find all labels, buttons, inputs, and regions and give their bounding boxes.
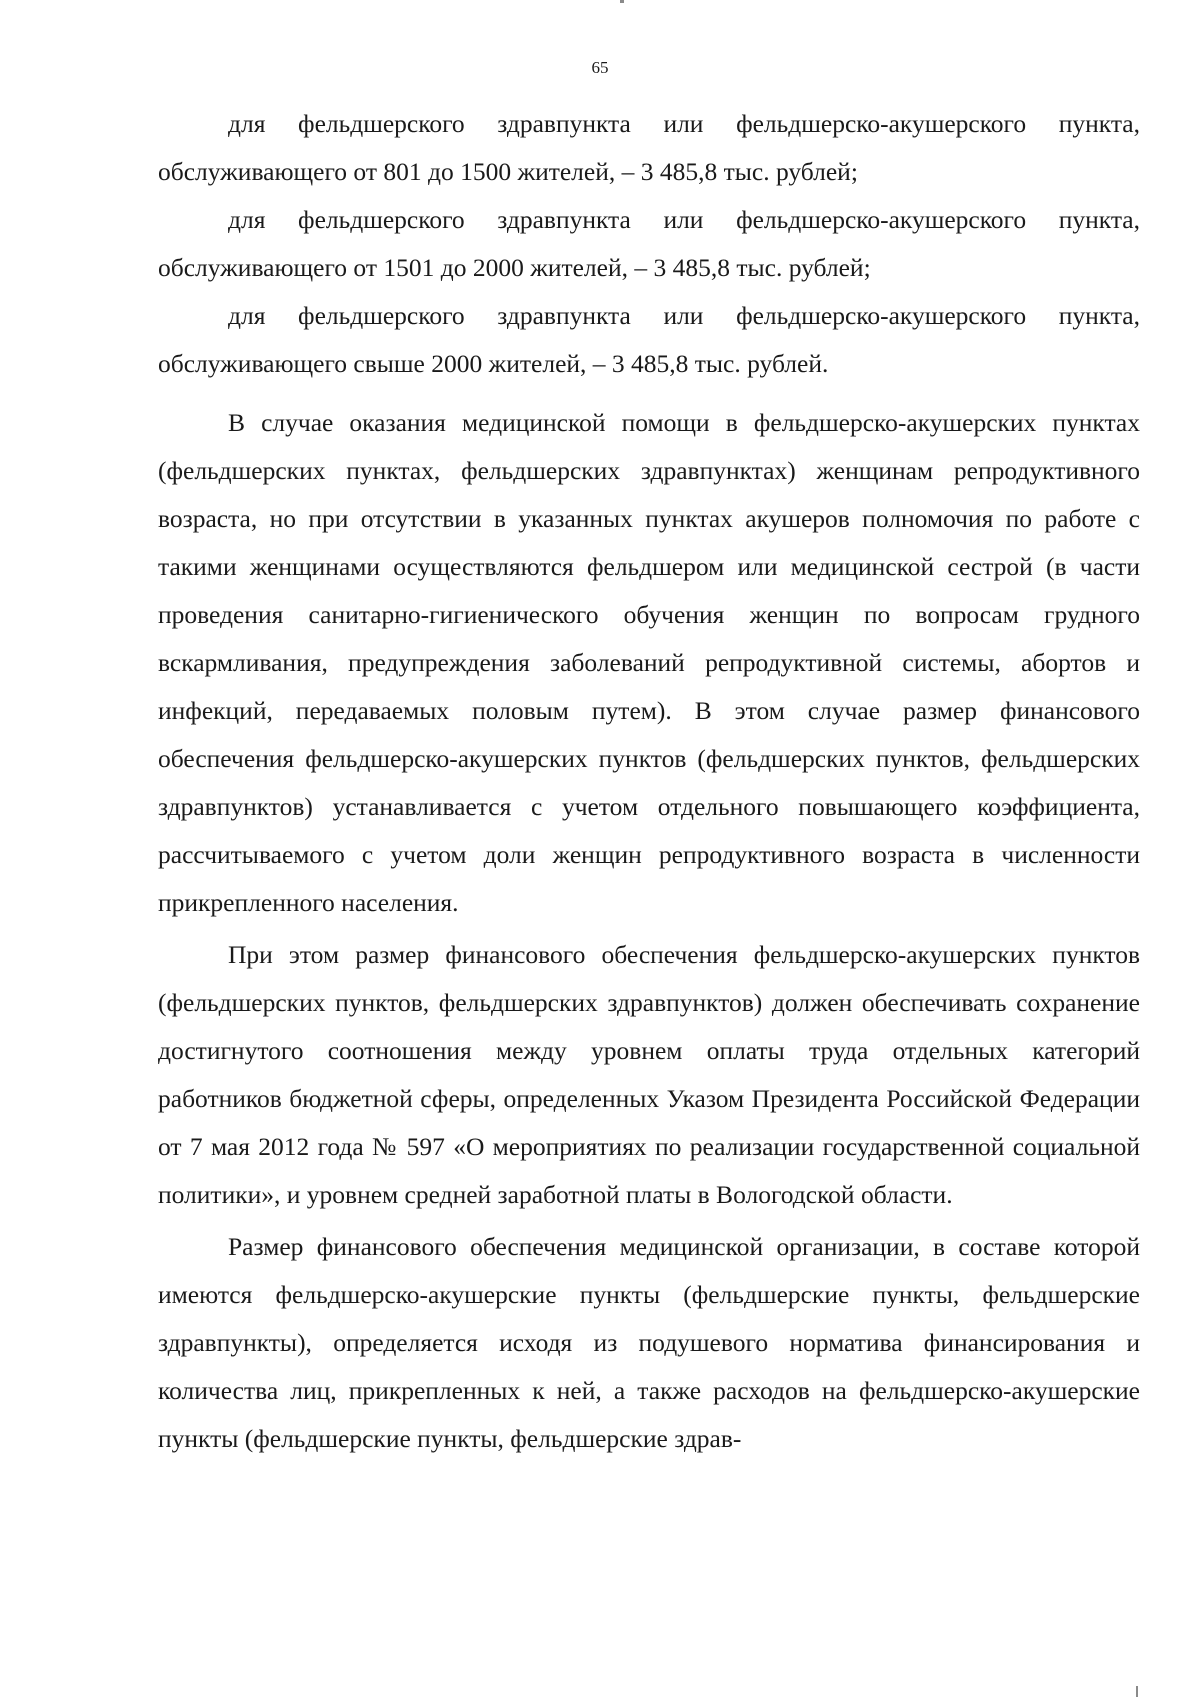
paragraph-salary-ratio: При этом размер финансового обеспечения фельдшерско-акушерских пунктов (фельдшерских пунктов, фельдшерских здравпунктов) должен обеспечивать сохранение достигнутого соотношения между уровнем оплаты труда отдельных категорий работников бюджетной сферы, определенных Указом Президента Российской Федерации от 7 мая 2012 года № 597 «О мероприятиях по реализации государственной социальной политики», и уровнем средней заработной платы в Вологодской области. xyxy=(158,940,1140,1209)
paragraph-fap-801-1500: для фельдшерского здравпункта или фельдшерско-акушерского пункта, обслуживающего от 801 до 1500 жителей, – 3 485,8 тыс. рублей; xyxy=(158,109,1140,186)
paragraph-reproductive-age-women: В случае оказания медицинской помощи в фельдшерско-акушерских пунктах (фельдшерских пунктах, фельдшерских здравпунктах) женщинам репродуктивного возраста, но при отсутствии в указанных пунктах акушеров полномочия по работе с такими женщинами осуществляются фельдшером или медицинской сестрой (в части проведения санитарно-гигиенического обучения женщин по вопросам грудного вскармливания, предупреждения заболеваний репродуктивной системы, абортов и инфекций, передаваемых половым путем). В этом случае размер финансового обеспечения фельдшерско-акушерских пунктов (фельдшерских пунктов, фельдшерских здравпунктов) устанавливается с учетом отдельного повышающего коэффициента, рассчитываемого с учетом доли женщин репродуктивного возраста в численности прикрепленного населения. xyxy=(158,408,1140,917)
document-body xyxy=(158,100,1140,1463)
scan-artifact-top xyxy=(620,0,624,3)
page-number: 65 xyxy=(591,58,609,77)
paragraph-financing-size: Размер финансового обеспечения медицинской организации, в составе которой имеются фельдшерско-акушерские пункты (фельдшерские пункты, фельдшерские здравпункты), определяется исходя из подушевого норматива финансирования и количества лиц, прикрепленных к ней, а также расходов на фельдшерско-акушерские пункты (фельдшерские пункты, фельдшерские здрав- xyxy=(158,1232,1140,1453)
paragraph-fap-1501-2000: для фельдшерского здравпункта или фельдшерско-акушерского пункта, обслуживающего от 1501 до 2000 жителей, – 3 485,8 тыс. рублей; xyxy=(158,205,1140,282)
scan-artifact-bottom xyxy=(1136,1686,1138,1697)
paragraph-fap-over-2000: для фельдшерского здравпункта или фельдшерско-акушерского пункта, обслуживающего свыше 2000 жителей, – 3 485,8 тыс. рублей. xyxy=(158,301,1140,378)
